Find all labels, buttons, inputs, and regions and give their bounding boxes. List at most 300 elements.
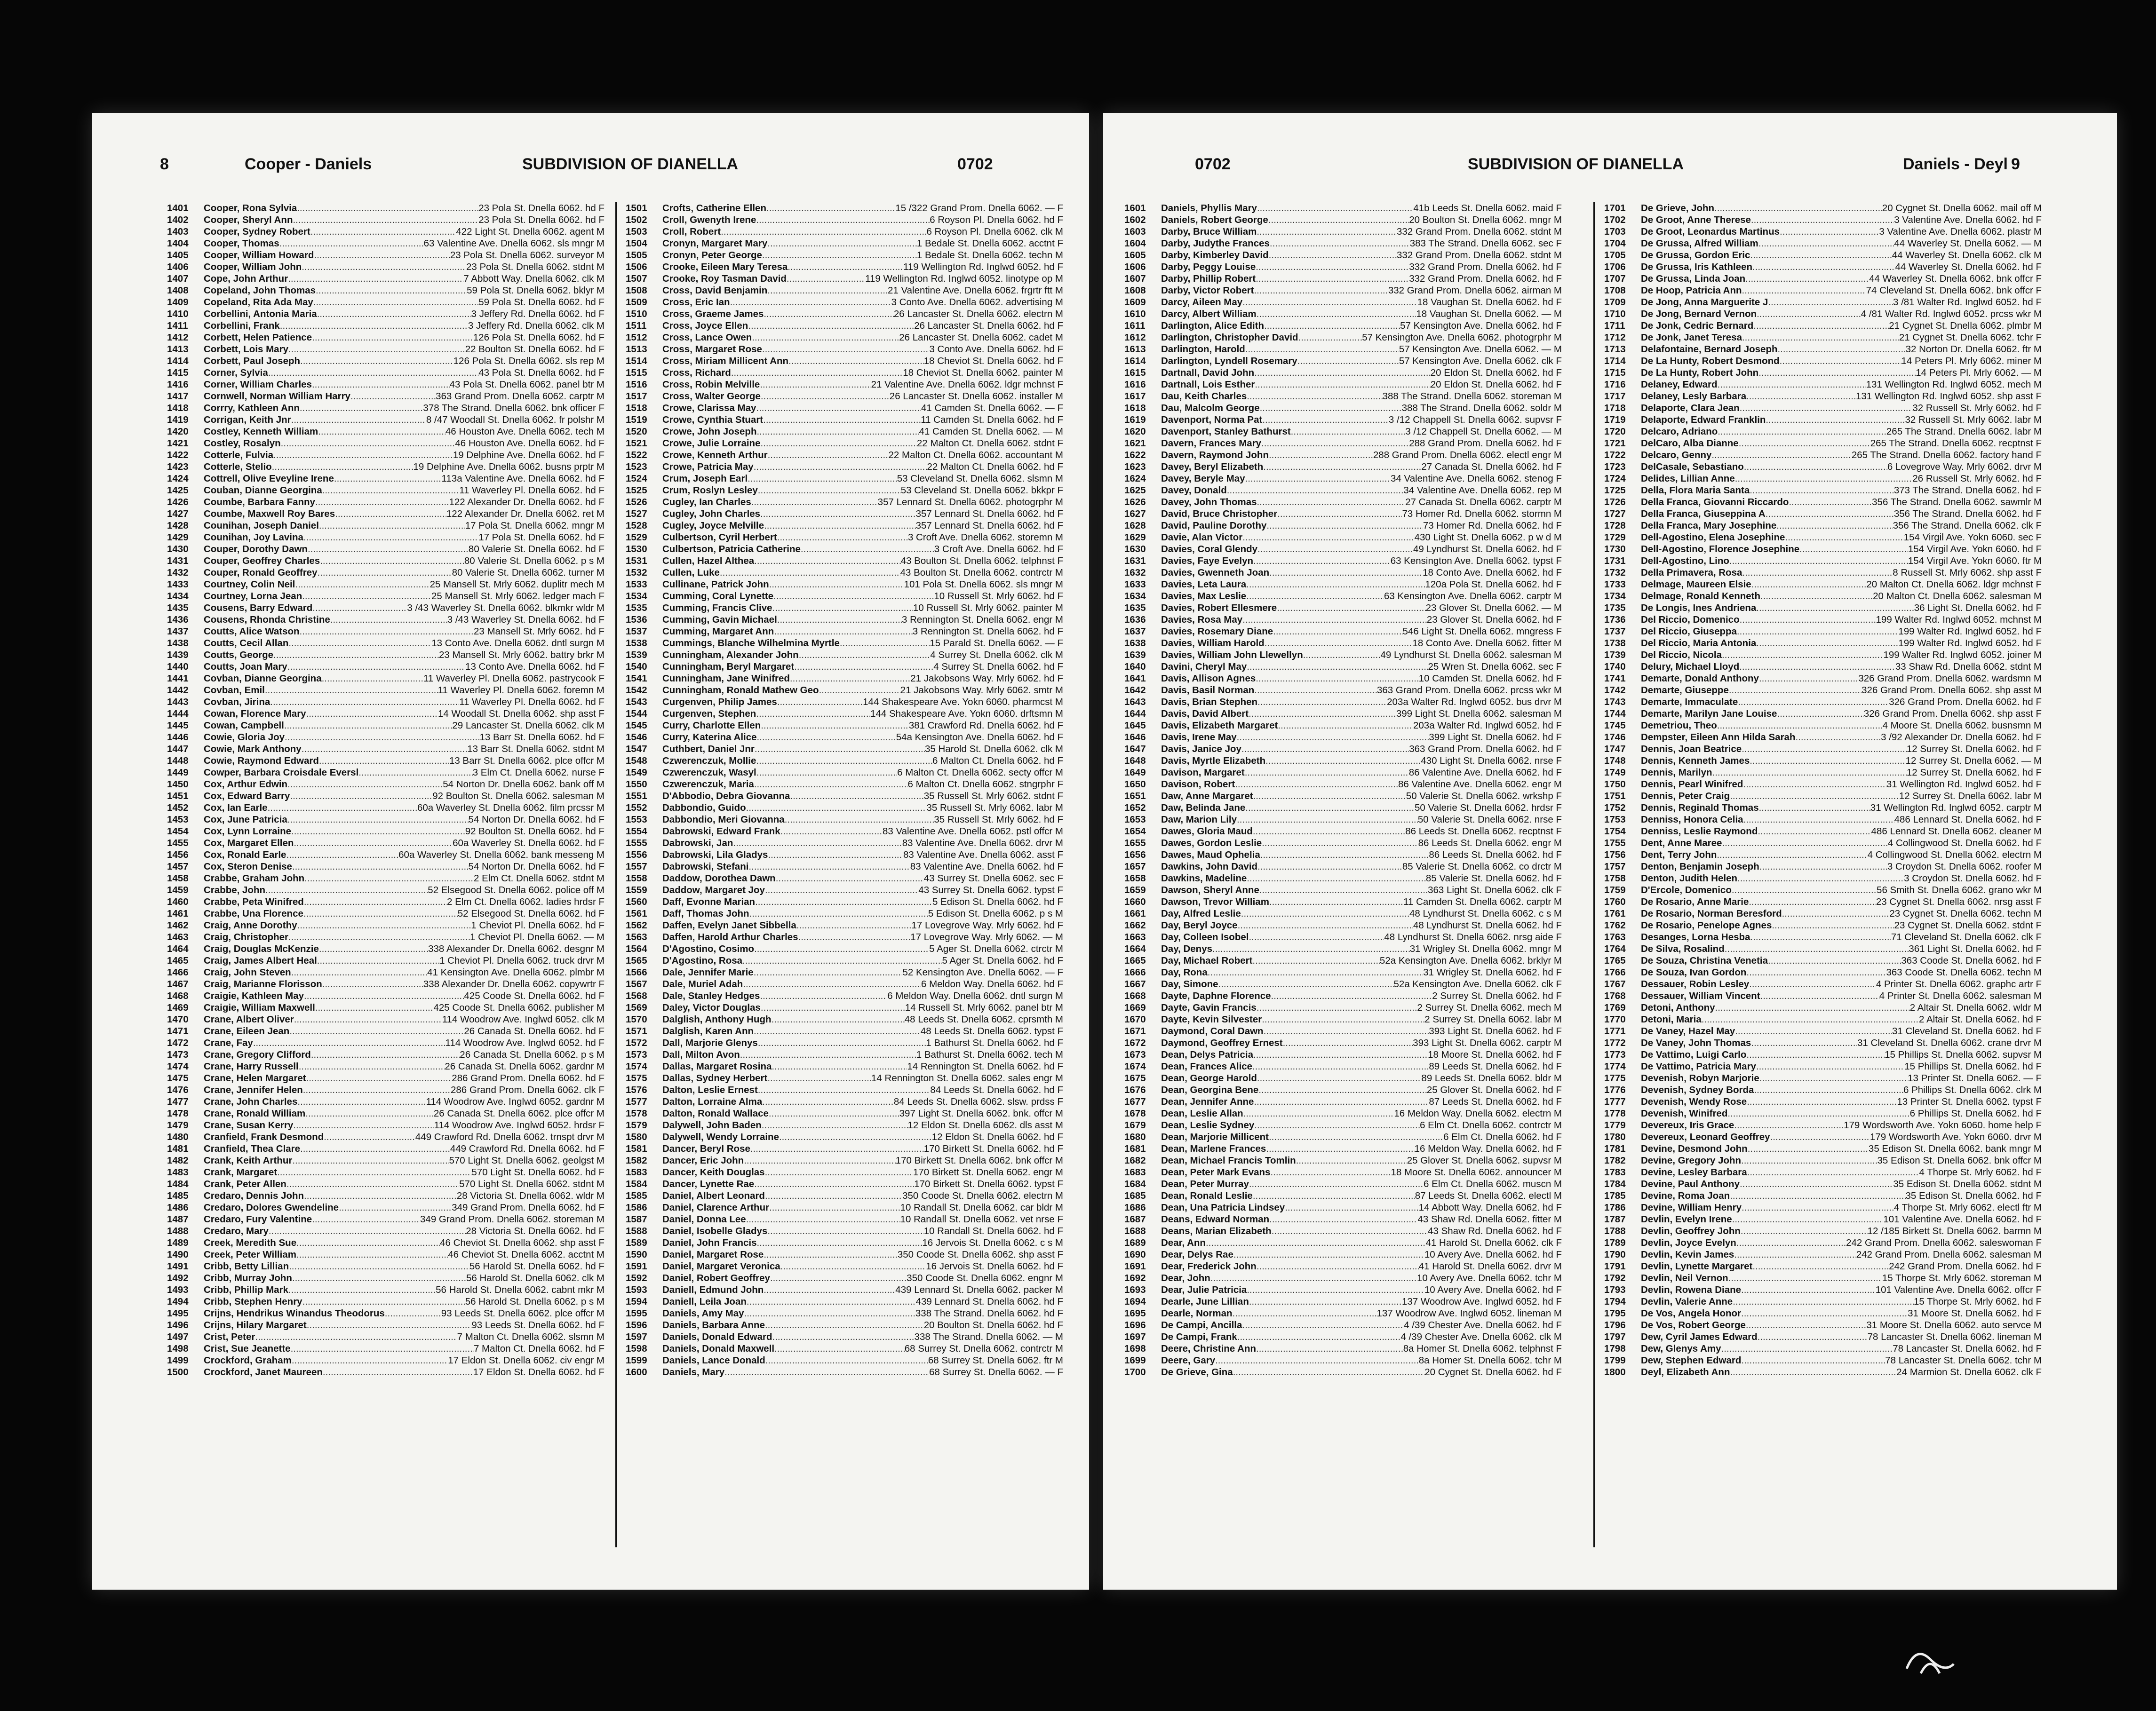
entry-address: 3 /81 Walter Rd. Inglwd 6052. hd F xyxy=(1893,297,2042,308)
leader-dots xyxy=(1732,1213,1884,1225)
directory-entry xyxy=(1124,390,1562,402)
entry-name: Counihan, Joy Lavina xyxy=(204,532,303,543)
entry-name: Detoni, Anthony xyxy=(1641,1002,1715,1013)
entry-name: Demarte, Immaculate xyxy=(1641,697,1738,707)
entry-address: 83 Valentine Ave. Dnella 6062. drvr M xyxy=(902,838,1063,848)
directory-entry xyxy=(1604,402,2042,414)
page-range: Cooper - Daniels xyxy=(245,155,372,173)
directory-entry xyxy=(1604,720,2042,731)
page-code: 0702 xyxy=(1195,155,1231,173)
entry-name: Devereux, Iris Grace xyxy=(1641,1120,1734,1131)
entry-address: 68 Surrey St. Dnella 6062. contrctr M xyxy=(904,1343,1063,1354)
entry-address: 6 Lovegrove Way. Mrly 6062. drvr M xyxy=(1887,461,2042,472)
entry-name: Devine, Roma Joan xyxy=(1641,1190,1730,1201)
entry-number: 1427 xyxy=(167,508,189,519)
leader-dots xyxy=(754,778,908,790)
directory-entry xyxy=(626,402,1063,414)
entry-number: 1589 xyxy=(626,1237,647,1248)
entry-name: Cranfield, Thea Clare xyxy=(204,1143,301,1154)
entry-address: 23 Glover St. Dnella 6062. — M xyxy=(1425,602,1562,613)
entry-address: 350 Coode St. Dnella 6062. engnr M xyxy=(907,1273,1063,1283)
entry-address: 23 Pola St. Dnella 6062. surveyor M xyxy=(450,250,605,261)
entry-name: Daymond, Geoffrey Ernest xyxy=(1161,1038,1283,1048)
entry-number: 1518 xyxy=(626,403,647,413)
entry-name: Davis, Janice Joy xyxy=(1161,744,1241,754)
entry-number: 1624 xyxy=(1124,473,1146,484)
directory-entry xyxy=(626,673,1063,684)
entry-number: 1551 xyxy=(626,791,647,801)
entry-address: 4 /81 Walter Rd. Inglwd 6052. prcss wkr M xyxy=(1861,309,2042,319)
leader-dots xyxy=(1254,285,1388,296)
entry-address: 170 Birkett St. Dnella 6062. engr M xyxy=(913,1167,1063,1178)
leader-dots xyxy=(281,437,455,449)
entry-address: 34 Valentine Ave. Dnella 6062. rep M xyxy=(1403,485,1562,496)
entry-number: 1712 xyxy=(1604,332,1626,343)
entry-number: 1544 xyxy=(626,708,647,719)
directory-entry xyxy=(1124,837,1562,849)
entry-number: 1591 xyxy=(626,1261,647,1272)
entry-address: 326 Grand Prom. Dnella 6062. wardsmn M xyxy=(1858,673,2042,684)
directory-entry xyxy=(626,1343,1063,1355)
directory-entry xyxy=(1604,1319,2042,1331)
entry-number: 1614 xyxy=(1124,356,1146,366)
directory-entry xyxy=(626,1166,1063,1178)
entry-name: Daniel, Albert Leonard xyxy=(662,1190,765,1201)
entry-name: Croll, Robert xyxy=(662,226,721,237)
entry-name: De Jonk, Janet Teresa xyxy=(1641,332,1742,343)
entry-name: De Vos, Angela Honor xyxy=(1641,1308,1741,1319)
entry-name: Cross, Walter George xyxy=(662,391,761,402)
entry-number: 1512 xyxy=(626,332,647,343)
leader-dots xyxy=(1269,249,1397,261)
entry-address: 20 Cygnet St. Dnella 6062. mail off M xyxy=(1882,203,2042,214)
entry-name: Cross, Robin Melville xyxy=(662,379,760,390)
entry-number: 1734 xyxy=(1604,591,1626,602)
entry-address: 16 Meldon Way. Dnella 6062. electrn M xyxy=(1394,1108,1562,1119)
leader-dots xyxy=(776,872,924,884)
entry-address: 35 Russell St. Mrly 6062. labr M xyxy=(926,802,1063,813)
leader-dots xyxy=(280,320,468,332)
directory-entry xyxy=(1604,332,2042,343)
leader-dots xyxy=(304,1190,457,1202)
entry-name: Dabrowski, Jan xyxy=(662,838,733,848)
directory-entry xyxy=(1124,461,1562,473)
entry-number: 1698 xyxy=(1124,1343,1146,1354)
entry-name: Cribb, Stephen Henry xyxy=(204,1296,302,1307)
entry-name: Cowie, Raymond Edward xyxy=(204,755,319,766)
entry-number: 1559 xyxy=(626,885,647,895)
leader-dots xyxy=(303,531,478,543)
leader-dots xyxy=(747,1296,916,1307)
entry-address: 31 Wellington Rd. Inglwd 6052. hd F xyxy=(1886,779,2042,790)
directory-entry xyxy=(1604,1272,2042,1284)
directory-entry xyxy=(626,1331,1063,1343)
leader-dots xyxy=(754,461,927,473)
leader-dots xyxy=(1303,649,1381,661)
directory-entry xyxy=(167,708,605,720)
entry-address: 11 Camden St. Dnella 6062. hd F xyxy=(921,414,1063,425)
directory-entry xyxy=(626,814,1063,825)
entry-name: Crabbe, John xyxy=(204,885,265,895)
leader-dots xyxy=(756,426,919,437)
entry-address: 2 Elm Ct. Dnella 6062. stdnt M xyxy=(473,873,605,884)
entry-address: 25 Mansell St. Mrly 6062. ledger mach F xyxy=(431,591,605,602)
entry-number: 1471 xyxy=(167,1026,189,1037)
entry-name: Dallas, Sydney Herbert xyxy=(662,1073,768,1084)
entry-name: Dennis, Kenneth James xyxy=(1641,755,1750,766)
entry-number: 1583 xyxy=(626,1167,647,1178)
entry-address: 101 Pola St. Dnella 6062. sls mngr M xyxy=(904,579,1063,590)
directory-entry xyxy=(1604,1237,2042,1249)
entry-address: 4 /39 Chester Ave. Dnella 6062. clk M xyxy=(1400,1331,1562,1342)
entry-address: 53 Cleveland St. Dnella 6062. slsmn M xyxy=(897,473,1063,484)
directory-entry xyxy=(1124,1049,1562,1061)
directory-entry xyxy=(626,931,1063,943)
entry-number: 1735 xyxy=(1604,602,1626,613)
entry-address: 357 Lennard St. Dnella 6062. photogrphr M xyxy=(877,497,1063,507)
leader-dots xyxy=(1742,743,1907,755)
entry-address: 93 Leeds St. Dnella 6062. plce offcr M xyxy=(441,1308,605,1319)
entry-name: De Grussa, Iris Kathleen xyxy=(1641,261,1752,272)
entry-number: 1457 xyxy=(167,861,189,872)
entry-name: Cullen, Hazel Althea xyxy=(662,555,755,566)
leader-dots xyxy=(1760,590,1873,602)
entry-address: 1 Bathurst St. Dnella 6062. hd F xyxy=(926,1038,1063,1048)
directory-entry xyxy=(1604,814,2042,825)
directory-entry xyxy=(167,437,605,449)
entry-address: 2 Surrey St. Dnella 6062. hd F xyxy=(1432,990,1562,1001)
entry-address: 83 Valentine Ave. Dnella 6062. asst F xyxy=(903,849,1063,860)
directory-entry xyxy=(167,614,605,626)
directory-entry xyxy=(167,320,605,332)
leader-dots xyxy=(1702,1014,1919,1025)
directory-entry xyxy=(1124,1202,1562,1213)
entry-number: 1727 xyxy=(1604,508,1626,519)
entry-address: 131 Wellington Rd. Inglwd 6052. mech M xyxy=(1866,379,2042,390)
entry-name: Curry, Katerina Alice xyxy=(662,732,757,743)
leader-dots xyxy=(1264,320,1400,332)
entry-address: 4 Surrey St. Dnella 6062. hd F xyxy=(933,661,1063,672)
entry-number: 1525 xyxy=(626,485,647,496)
entry-number: 1689 xyxy=(1124,1237,1146,1248)
directory-entry xyxy=(626,355,1063,367)
directory-entry xyxy=(1604,673,2042,684)
directory-entry xyxy=(167,520,605,531)
leader-dots xyxy=(1743,814,1894,825)
entry-address: 15 Thorpe St. Mrly 6062. hd F xyxy=(1914,1296,2042,1307)
directory-entry xyxy=(167,990,605,1002)
leader-dots xyxy=(1777,343,1905,355)
entry-number: 1482 xyxy=(167,1155,189,1166)
entry-address: 373 The Strand. Dnella 6062. hd F xyxy=(1893,485,2042,496)
leader-dots xyxy=(313,296,478,308)
entry-address: 26 Russell St. Mrly 6062. hd F xyxy=(1912,473,2042,484)
entry-address: 41 Camden St. Dnella 6062. — M xyxy=(919,426,1063,437)
entry-address: 363 Coode St. Dnella 6062. hd F xyxy=(1901,955,2042,966)
leader-dots xyxy=(796,919,912,931)
entry-number: 1723 xyxy=(1604,461,1626,472)
entry-name: Cunningham, Alexander John xyxy=(662,650,799,660)
entry-name: Dennis, Pearl Winifred xyxy=(1641,779,1743,790)
directory-entry xyxy=(626,1319,1063,1331)
entry-number: 1493 xyxy=(167,1284,189,1295)
entry-address: 31 Cleveland St. Dnella 6062. crane drvr M xyxy=(1857,1038,2042,1048)
entry-address: 56 Harold St. Dnella 6062. clk M xyxy=(466,1273,605,1283)
leader-dots xyxy=(1296,1155,1407,1166)
entry-number: 1468 xyxy=(167,990,189,1001)
directory-entry xyxy=(626,720,1063,731)
entry-number: 1508 xyxy=(626,285,647,296)
directory-entry xyxy=(167,1166,605,1178)
entry-name: Davis, David Albert xyxy=(1161,708,1249,719)
leader-dots xyxy=(1249,1178,1424,1190)
directory-entry xyxy=(626,285,1063,296)
leader-dots xyxy=(1252,1061,1429,1072)
leader-dots xyxy=(265,684,438,696)
directory-entry xyxy=(626,437,1063,449)
entry-number: 1781 xyxy=(1604,1143,1626,1154)
entry-number: 1726 xyxy=(1604,497,1626,507)
leader-dots xyxy=(1269,1131,1443,1143)
entry-address: 6 Elm Ct. Dnella 6062. contrctr M xyxy=(1420,1120,1562,1131)
leader-dots xyxy=(762,249,917,261)
entry-name: Cooper, William Howard xyxy=(204,250,314,261)
entry-number: 1483 xyxy=(167,1167,189,1178)
directory-entry xyxy=(1604,296,2042,308)
entry-name: De Grussa, Linda Joan xyxy=(1641,273,1746,284)
directory-entry xyxy=(626,978,1063,990)
entry-address: 3 Jeffery Rd. Dnella 6062. clk M xyxy=(468,320,605,331)
entry-number: 1494 xyxy=(167,1296,189,1307)
entry-number: 1434 xyxy=(167,591,189,602)
directory-entry xyxy=(626,872,1063,884)
entry-address: 3 /43 Waverley St. Dnella 6062. blkmkr wldr M xyxy=(407,602,605,613)
entry-name: Davies, Faye Evelyn xyxy=(1161,555,1254,566)
leader-dots xyxy=(1260,849,1429,861)
entry-address: 393 Light St. Dnella 6062. carptr M xyxy=(1413,1038,1562,1048)
entry-name: Darlington, Lyndell Rosemary xyxy=(1161,356,1297,366)
entry-address: 4 Moore St. Dnella 6062. busnsmn M xyxy=(1882,720,2042,731)
entry-number: 1412 xyxy=(167,332,189,343)
leader-dots xyxy=(297,1096,426,1108)
leader-dots xyxy=(1741,1284,1876,1296)
entry-name: De Groot, Leonardus Martinus xyxy=(1641,226,1780,237)
entry-number: 1746 xyxy=(1604,732,1626,743)
entry-address: 73 Homer Rd. Dnella 6062. stormn M xyxy=(1402,508,1562,519)
entry-number: 1653 xyxy=(1124,814,1146,825)
entry-name: Dell-Agostino, Elena Josephine xyxy=(1641,532,1785,543)
entry-address: 26 Canada St. Dnella 6062. gardnr M xyxy=(445,1061,605,1072)
entry-name: Daff, Evonne Marian xyxy=(662,896,756,907)
leader-dots xyxy=(1752,261,1895,273)
entry-address: 23 Mansell St. Mrly 6062. battry brkr M xyxy=(438,650,605,660)
entry-name: Coumbe, Barbara Fanny xyxy=(204,497,315,507)
directory-entry xyxy=(626,379,1063,390)
directory-entry xyxy=(1124,884,1562,896)
entry-number: 1774 xyxy=(1604,1061,1626,1072)
leader-dots xyxy=(1262,1014,1424,1025)
directory-entry xyxy=(1604,602,2042,614)
directory-entry xyxy=(626,626,1063,637)
directory-entry xyxy=(626,755,1063,767)
leader-dots xyxy=(1235,778,1398,790)
entry-address: 3 /43 Waverley St. Dnella 6062. hd F xyxy=(447,614,605,625)
entry-address: 59 Pola St. Dnella 6062. bklyr M xyxy=(467,285,605,296)
entry-number: 1739 xyxy=(1604,650,1626,660)
leader-dots xyxy=(269,1225,466,1237)
leader-dots xyxy=(305,1108,434,1119)
entry-number: 1454 xyxy=(167,826,189,837)
directory-entry xyxy=(167,966,605,978)
entry-name: Corner, Sylvia xyxy=(204,367,268,378)
directory-entry xyxy=(1604,567,2042,578)
entry-number: 1467 xyxy=(167,979,189,990)
entry-name: Dallas, Margaret Rosina xyxy=(662,1061,772,1072)
leader-dots xyxy=(770,1272,907,1284)
leader-dots xyxy=(1253,1190,1415,1202)
entry-name: Cronyn, Peter George xyxy=(662,250,762,261)
leader-dots xyxy=(291,414,426,426)
leader-dots xyxy=(1246,590,1384,602)
entry-name: Davis, Irene May xyxy=(1161,732,1237,743)
directory-entry xyxy=(626,1061,1063,1072)
entry-address: 5 Edison St. Dnella 6062. p s M xyxy=(928,908,1063,919)
entry-number: 1463 xyxy=(167,932,189,943)
directory-entry xyxy=(626,273,1063,285)
entry-number: 1440 xyxy=(167,661,189,672)
leader-dots xyxy=(769,578,904,590)
directory-entry xyxy=(167,1296,605,1307)
directory-entry xyxy=(1124,1178,1562,1190)
entry-number: 1513 xyxy=(626,344,647,355)
leader-dots xyxy=(1278,720,1413,731)
leader-dots xyxy=(1718,426,1886,437)
entry-number: 1749 xyxy=(1604,767,1626,778)
entry-number: 1503 xyxy=(626,226,647,237)
entry-name: Courtney, Colin Neil xyxy=(204,579,295,590)
directory-entry xyxy=(1124,214,1562,226)
leader-dots xyxy=(1734,1119,1844,1131)
entry-number: 1407 xyxy=(167,273,189,284)
leader-dots xyxy=(1768,296,1893,308)
entry-number: 1409 xyxy=(167,297,189,308)
entry-address: 89 Leeds St. Dnella 6062. hd F xyxy=(1429,1061,1562,1072)
entry-number: 1453 xyxy=(167,814,189,825)
entry-name: De Grussa, Alfred William xyxy=(1641,238,1758,249)
entry-name: Cox, Lynn Lorraine xyxy=(204,826,292,837)
entry-address: 44 Waverley St. Dnella 6062. clk M xyxy=(1892,250,2042,261)
entry-name: Daniels, Barbara Anne xyxy=(662,1320,765,1331)
entry-name: Daniel, Clarence Arthur xyxy=(662,1202,770,1213)
entry-address: 86 Leeds St. Dnella 6062. engr M xyxy=(1418,838,1562,848)
entry-address: 338 The Strand. Dnella 6062. hd F xyxy=(915,1308,1063,1319)
entry-name: De Rosario, Anne Marie xyxy=(1641,896,1749,907)
leader-dots xyxy=(1257,543,1413,555)
entry-number: 1594 xyxy=(626,1296,647,1307)
entry-address: 14 Peters Pl. Mrly 6062. miner M xyxy=(1901,356,2042,366)
entry-address: 63 Valentine Ave. Dnella 6062. sls mngr M xyxy=(423,238,605,249)
leader-dots xyxy=(312,1213,420,1225)
directory-entry xyxy=(1604,1343,2042,1355)
entry-address: 430 Light St. Dnella 6062. p w d M xyxy=(1414,532,1562,543)
entry-address: 6 Royson Pl. Dnella 6062. clk M xyxy=(926,226,1063,237)
entry-address: 26 Lancaster St. Dnella 6062. hd F xyxy=(914,320,1063,331)
entry-name: Crank, Peter Allen xyxy=(204,1179,286,1189)
leader-dots xyxy=(1238,919,1413,931)
directory-entry xyxy=(626,531,1063,543)
entry-address: 29 Lancaster St. Dnella 6062. clk M xyxy=(452,720,605,731)
entry-address: 23 Pola St. Dnella 6062. hd F xyxy=(478,203,605,214)
leader-dots xyxy=(1258,1084,1426,1096)
entry-address: 363 Grand Prom. Dnella 6062. carptr M xyxy=(436,391,605,402)
entry-address: 52a Kensington Ave. Dnella 6062. brklyr M xyxy=(1379,955,1562,966)
entry-address: 439 Lennard St. Dnella 6062. packer M xyxy=(895,1284,1063,1295)
leader-dots xyxy=(287,814,469,825)
entry-number: 1780 xyxy=(1604,1132,1626,1142)
directory-entry xyxy=(626,461,1063,473)
entry-address: 18 Cheviot St. Dnella 6062. painter M xyxy=(903,367,1063,378)
directory-entry xyxy=(1604,473,2042,484)
entry-number: 1514 xyxy=(626,356,647,366)
entry-column xyxy=(1124,202,1562,1557)
right-page xyxy=(1103,113,2117,1590)
entry-address: 332 Grand Prom. Dnella 6062. hd F xyxy=(1409,261,1562,272)
entry-address: 28 Victoria St. Dnella 6062. wldr M xyxy=(456,1190,605,1201)
entry-number: 1574 xyxy=(626,1061,647,1072)
leader-dots xyxy=(777,531,908,543)
leader-dots xyxy=(756,708,870,720)
entry-address: 63 Kensington Ave. Dnella 6062. carptr M xyxy=(1384,591,1562,602)
directory-entry xyxy=(167,884,605,896)
entry-name: Davini, Cheryl May xyxy=(1161,661,1247,672)
leader-dots xyxy=(1776,520,1893,531)
directory-entry xyxy=(626,955,1063,966)
entry-number: 1561 xyxy=(626,908,647,919)
entry-name: Cooper, Thomas xyxy=(204,238,279,249)
directory-entry xyxy=(167,214,605,226)
directory-entry xyxy=(1124,708,1562,720)
entry-name: Crooke, Eileen Mary Teresa xyxy=(662,261,788,272)
entry-address: 46 Houston Ave. Dnella 6062. tech M xyxy=(445,426,605,437)
directory-entry xyxy=(1124,1025,1562,1037)
entry-number: 1435 xyxy=(167,602,189,613)
directory-entry xyxy=(1604,1143,2042,1155)
leader-dots xyxy=(1747,1166,1919,1178)
directory-entry xyxy=(626,320,1063,332)
directory-entry xyxy=(1604,825,2042,837)
entry-name: Curgenven, Stephen xyxy=(662,708,756,719)
entry-number: 1732 xyxy=(1604,567,1626,578)
directory-entry xyxy=(1604,708,2042,720)
left-page-header xyxy=(92,155,1089,188)
entry-address: 86 Valentine Ave. Dnella 6062. hd F xyxy=(1408,767,1562,778)
entry-name: Dale, Stanley Hedges xyxy=(662,990,760,1001)
directory-entry xyxy=(167,943,605,955)
directory-entry xyxy=(1604,285,2042,296)
leader-dots xyxy=(1738,696,1889,708)
directory-entry xyxy=(626,214,1063,226)
entry-number: 1603 xyxy=(1124,226,1146,237)
directory-entry xyxy=(1124,508,1562,520)
leader-dots xyxy=(277,1166,471,1178)
directory-entry xyxy=(1124,743,1562,755)
directory-entry xyxy=(1604,1002,2042,1014)
leader-dots xyxy=(292,1355,448,1366)
directory-entry xyxy=(1124,1213,1562,1225)
entry-number: 1519 xyxy=(626,414,647,425)
entry-number: 1605 xyxy=(1124,250,1146,261)
entry-name: Daniel, Margaret Rose xyxy=(662,1249,764,1260)
